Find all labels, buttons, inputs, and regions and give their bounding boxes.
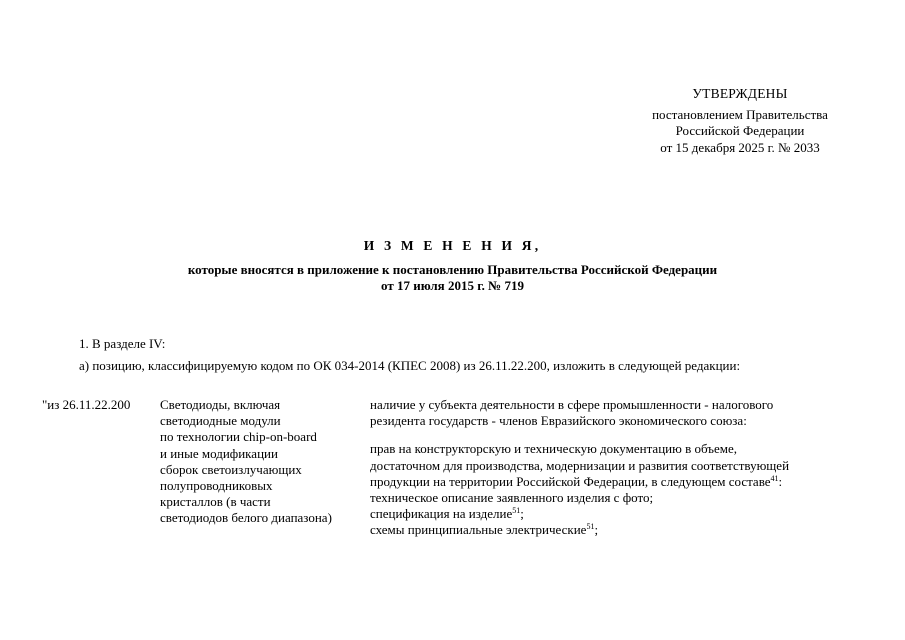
requirement-line — [370, 506, 870, 522]
product-name-line: и иные модификации — [160, 445, 278, 461]
requirement-text: схемы принципиальные электрические — [370, 522, 587, 538]
item-a-text: а) позицию, классифицируемую кодом по ОК 034-2014 (КПЕС 2008) из 26.11.22.200, изложить в следующей редакции: — [79, 358, 741, 373]
product-name-line: полупроводниковых — [160, 478, 273, 494]
punctuation: ; — [520, 506, 524, 522]
requirement-line: прав на конструкторскую и техническую документацию в объеме, — [370, 441, 737, 457]
footnote-ref: 51 — [512, 506, 521, 516]
product-name-line: сборок светоизлучающих — [160, 461, 302, 477]
approval-line-3: от 15 декабря 2025 г. № 2033 — [660, 139, 820, 155]
requirement-text: продукции на территории Российской Федерации, в следующем составе — [370, 473, 771, 489]
subtitle-line-2: от 17 июля 2015 г. № 719 — [381, 278, 524, 293]
product-name-line: кристаллов (в части — [160, 494, 271, 510]
requirement-text: спецификация на изделие — [370, 506, 513, 522]
punctuation: ; — [594, 522, 599, 538]
requirement-line — [370, 522, 870, 538]
requirements — [370, 397, 870, 539]
spacer — [370, 429, 870, 441]
requirement-line: резидента государств - членов Евразийского экономического союза: — [370, 413, 747, 429]
document-subtitle — [0, 262, 905, 294]
approval-line-2: Российской Федерации — [675, 123, 805, 138]
product-name-line: светодиодные модули — [160, 413, 281, 429]
approval-block — [620, 86, 860, 156]
approval-heading: УТВЕРЖДЕНЫ — [692, 86, 788, 101]
subtitle-line-1: которые вносятся в приложение к постановлению Правительства Российской Федерации — [187, 262, 718, 277]
product-name-line: по технологии chip-on-board — [160, 429, 317, 445]
footnote-ref: 51 — [586, 522, 595, 532]
section-heading: 1. В разделе IV: — [79, 336, 166, 351]
requirement-line: достаточном для производства, модернизации и развития соответствующей — [370, 457, 790, 473]
okpd-code: "из 26.11.22.200 — [42, 397, 131, 412]
approval-line-1: постановлением Правительства — [652, 106, 828, 122]
footnote-ref: 41 — [770, 473, 779, 483]
requirement-line — [370, 474, 870, 490]
requirement-line: наличие у субъекта деятельности в сфере промышленности - налогового — [370, 397, 774, 412]
product-name-line: Светодиоды, включая — [160, 397, 281, 412]
document-title: И З М Е Н Е Н И Я, — [363, 238, 542, 253]
product-name-line: светодиодов белого диапазона) — [160, 510, 332, 526]
requirement-line: техническое описание заявленного изделия с фото; — [370, 490, 654, 506]
product-name — [160, 397, 332, 527]
punctuation: : — [778, 473, 783, 489]
